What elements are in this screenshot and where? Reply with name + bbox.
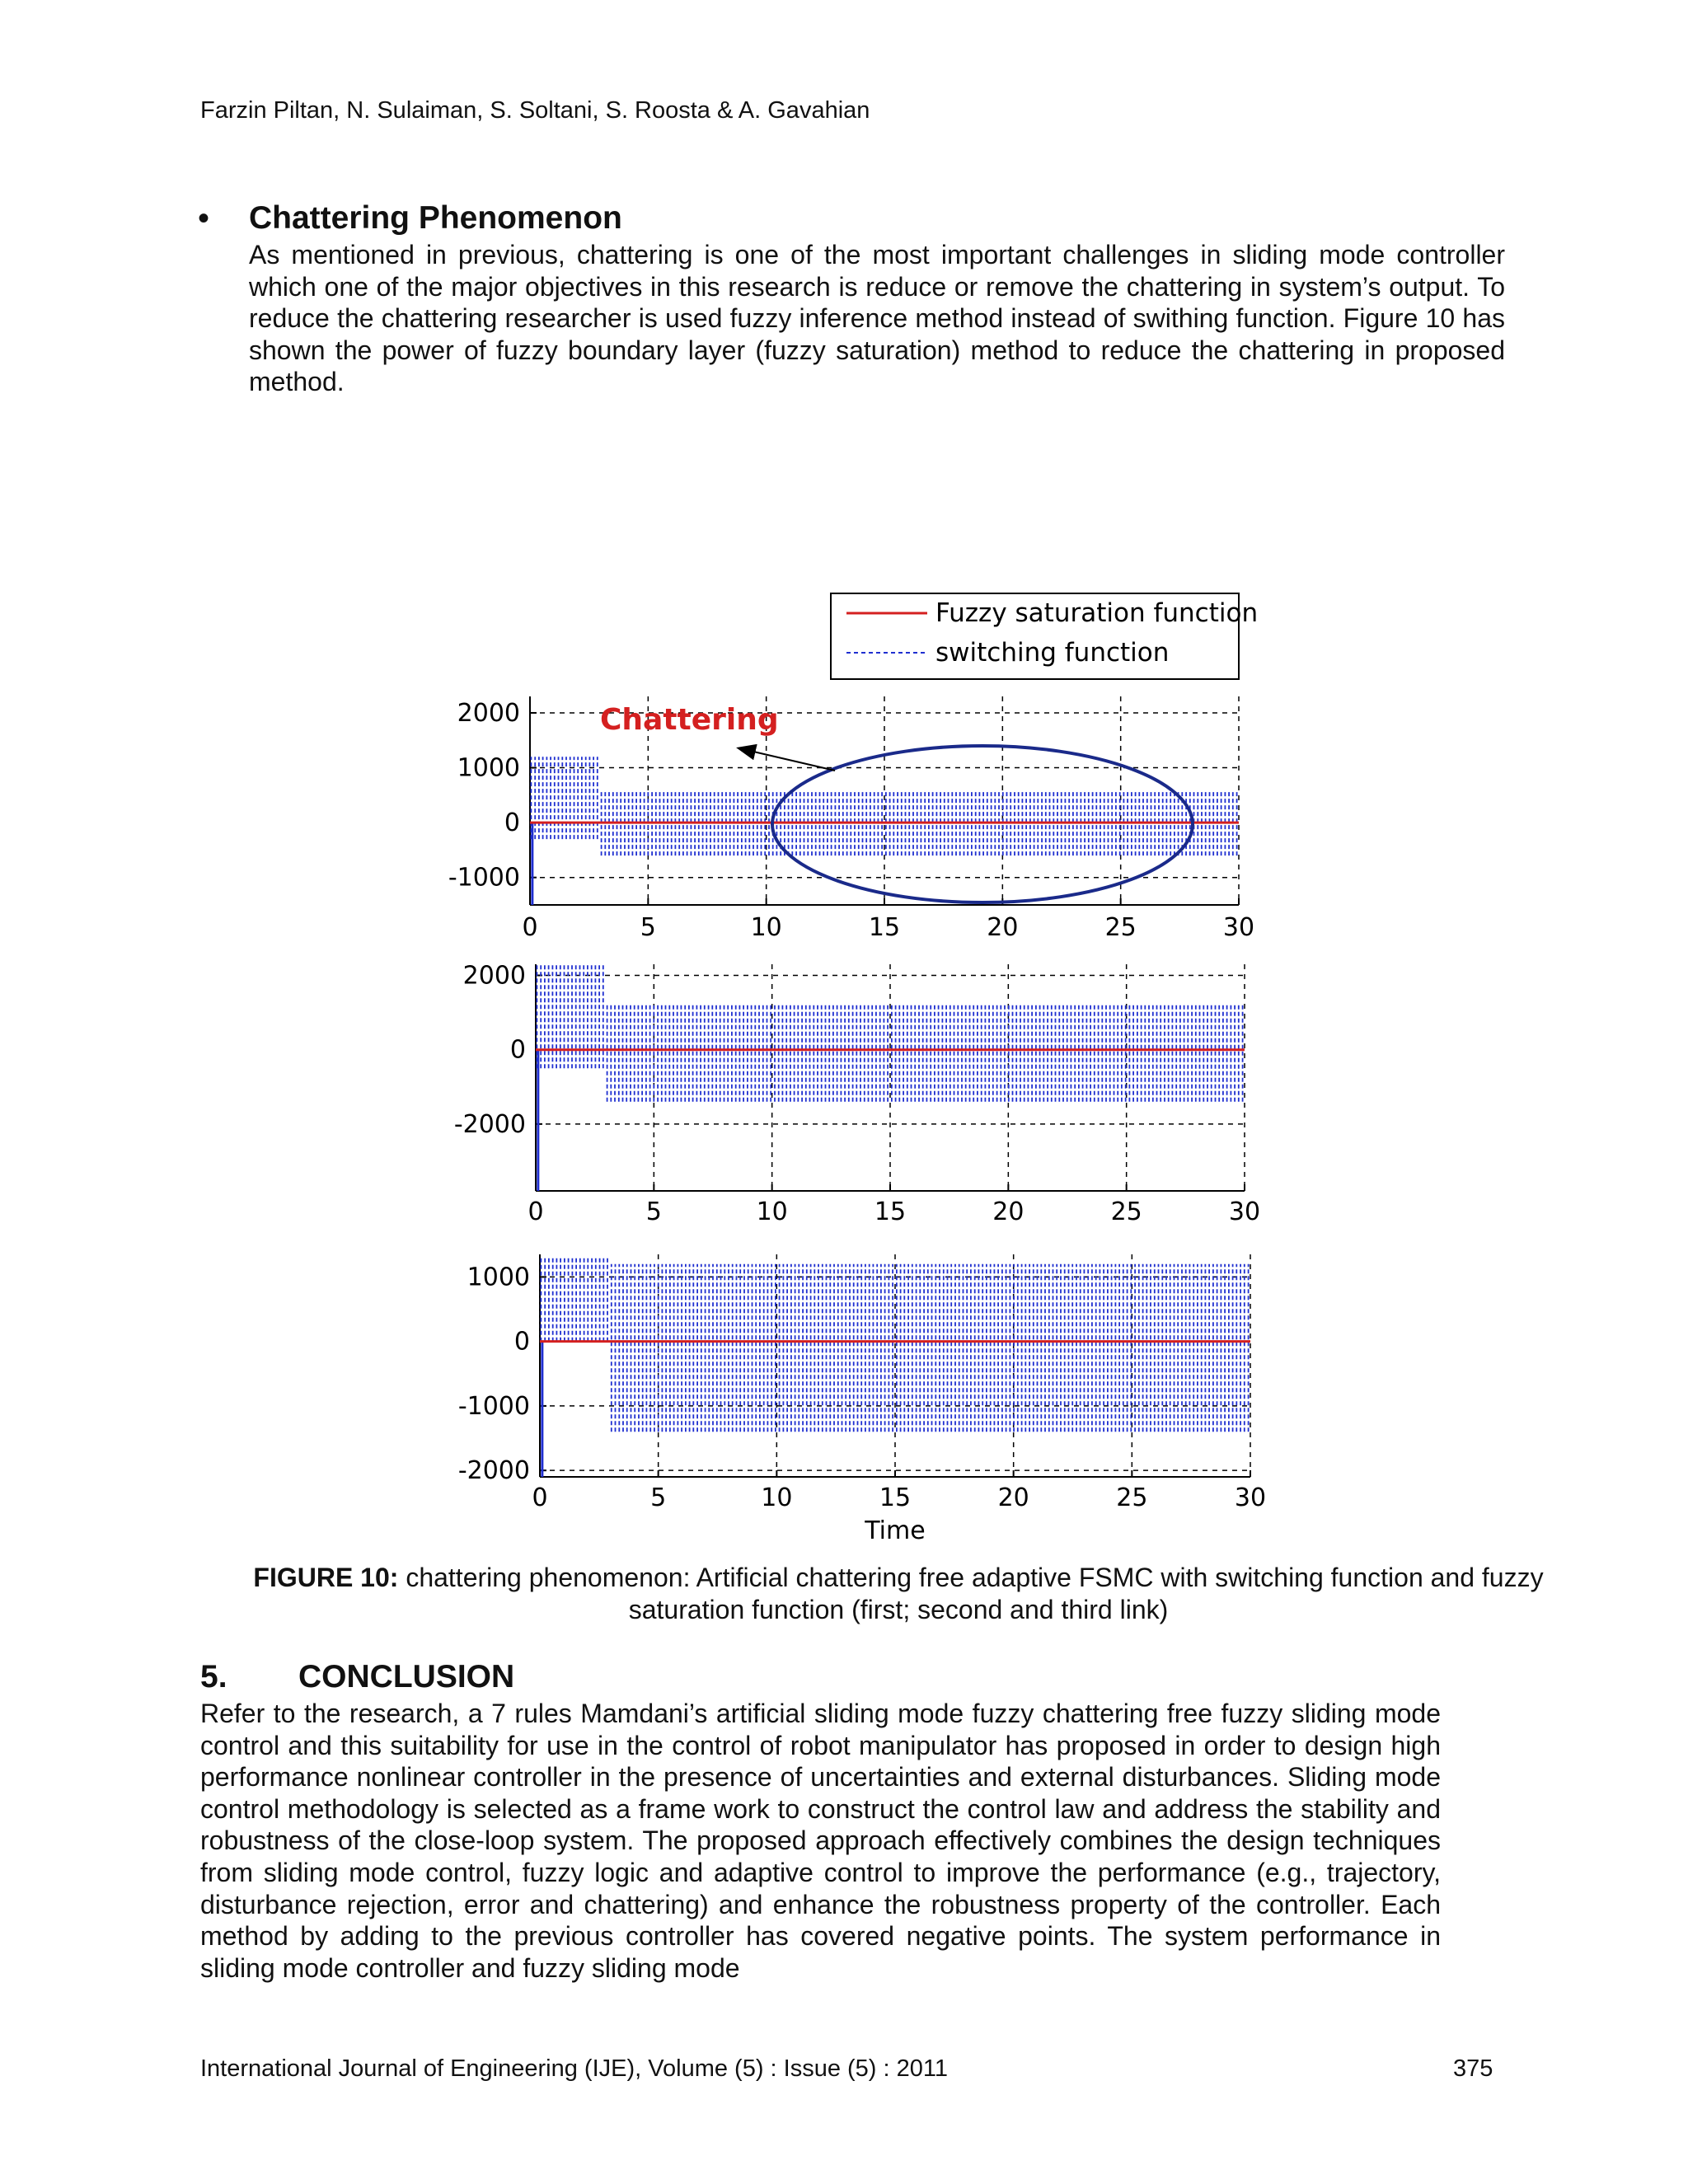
panel-2-y-tick-label: 0	[509, 1035, 526, 1065]
panel-3-x-tick-label: 0	[532, 1483, 548, 1512]
panel-3-x-tick-label: 20	[997, 1483, 1029, 1512]
panel-1-x-tick-label: 25	[1104, 913, 1137, 942]
chattering-annotation: Chattering	[600, 703, 779, 737]
section-title: Chattering Phenomenon	[249, 200, 622, 236]
panel-1-x-tick-label: 30	[1222, 913, 1255, 942]
panel-1-x-tick-label: 5	[640, 913, 656, 942]
panel-3-y-tick-label: 1000	[467, 1263, 530, 1292]
panel-1-x-tick-label: 0	[522, 913, 538, 942]
figure-10-chart	[441, 577, 1269, 1558]
panel-1-y-tick-label: 0	[504, 808, 520, 838]
panel-3-x-tick-label: 30	[1234, 1483, 1267, 1512]
section-paragraph: As mentioned in previous, chattering is one of the most important challenges in sliding mode controller which one of the major objectives in this research is reduce or remove the chattering in system’s output. To reduce the chattering researcher is used fuzzy inference method instead of swithing function. Figure 10 has shown the power of fuzzy boundary layer (fuzzy saturation) method to reduce the chattering in proposed method.	[249, 240, 1505, 397]
panel-2-x-tick-label: 5	[645, 1197, 662, 1226]
panel-2-x-tick-label: 30	[1228, 1197, 1261, 1226]
chattering-ellipse	[772, 746, 1193, 902]
panel-2-x-tick-label: 20	[992, 1197, 1025, 1226]
panel-1-x-tick-label: 10	[750, 913, 782, 942]
panel-2-y-tick-label: -2000	[453, 1109, 526, 1139]
panel-2-x-tick-label: 0	[528, 1197, 544, 1226]
figure-caption	[247, 1562, 1550, 1626]
panel-2-y-tick-label: 2000	[462, 961, 526, 991]
panel-3-x-tick-label: 10	[761, 1483, 793, 1512]
footer-journal: International Journal of Engineering (IJE), Volume (5) : Issue (5) : 2011	[200, 2055, 949, 2082]
panel-1-x-tick-label: 20	[987, 913, 1019, 942]
panel-2-x-tick-label: 15	[874, 1197, 907, 1226]
panel-1-x-tick-label: 15	[868, 913, 901, 942]
conclusion-title: CONCLUSION	[298, 1659, 515, 1694]
panel-2-x-tick-label: 10	[756, 1197, 788, 1226]
panel-3-y-tick-label: -1000	[457, 1391, 530, 1421]
panel-1-y-tick-label: -1000	[448, 863, 520, 893]
figure-10	[441, 577, 1269, 1558]
panel-2-x-tick-label: 25	[1110, 1197, 1142, 1226]
panel-1-y-tick-label: 2000	[457, 698, 520, 728]
panel-3-y-tick-label: -2000	[457, 1456, 530, 1486]
legend-saturation-label: Fuzzy saturation function	[935, 598, 1259, 628]
panel-3-x-tick-label: 15	[879, 1483, 912, 1512]
panel-3-x-label: Time	[865, 1516, 926, 1545]
caption-label: FIGURE 10:	[253, 1563, 399, 1592]
conclusion-number: 5.	[200, 1659, 227, 1694]
panel-1-y-tick-label: 1000	[457, 753, 520, 783]
legend-switching-label: switching function	[935, 638, 1170, 668]
panel-3-x-tick-label: 5	[650, 1483, 667, 1512]
panel-3-y-tick-label: 0	[513, 1327, 530, 1357]
page-number: 375	[1453, 2055, 1493, 2082]
panel-3-x-tick-label: 25	[1116, 1483, 1148, 1512]
conclusion-paragraph: Refer to the research, a 7 rules Mamdani’s artificial sliding mode fuzzy chattering free fuzzy sliding mode control and this suitability for use in the control of robot manipulator has proposed in order to design high performance nonlinear controller in the presence of uncertainties and external disturbances. Sliding mode control methodology is selected as a frame work to construct the control law and address the stability and robustness of the close-loop system. The proposed approach effectively combines the design techniques from sliding mode control, fuzzy logic and adaptive control to improve the performance (e.g., trajectory, disturbance rejection, error and chattering) and enhance the robustness property of the controller. Each method by adding to the previous controller has covered negative points. The system performance in sliding mode controller and fuzzy sliding mode	[200, 1699, 1441, 1983]
caption-text: chattering phenomenon: Artificial chattering free adaptive FSMC with switching function and fuzzy saturation function (first; second and third link)	[406, 1563, 1544, 1624]
running-header: Farzin Piltan, N. Sulaiman, S. Soltani, S. Roosta & A. Gavahian	[200, 97, 870, 124]
bullet-marker: •	[198, 200, 210, 237]
